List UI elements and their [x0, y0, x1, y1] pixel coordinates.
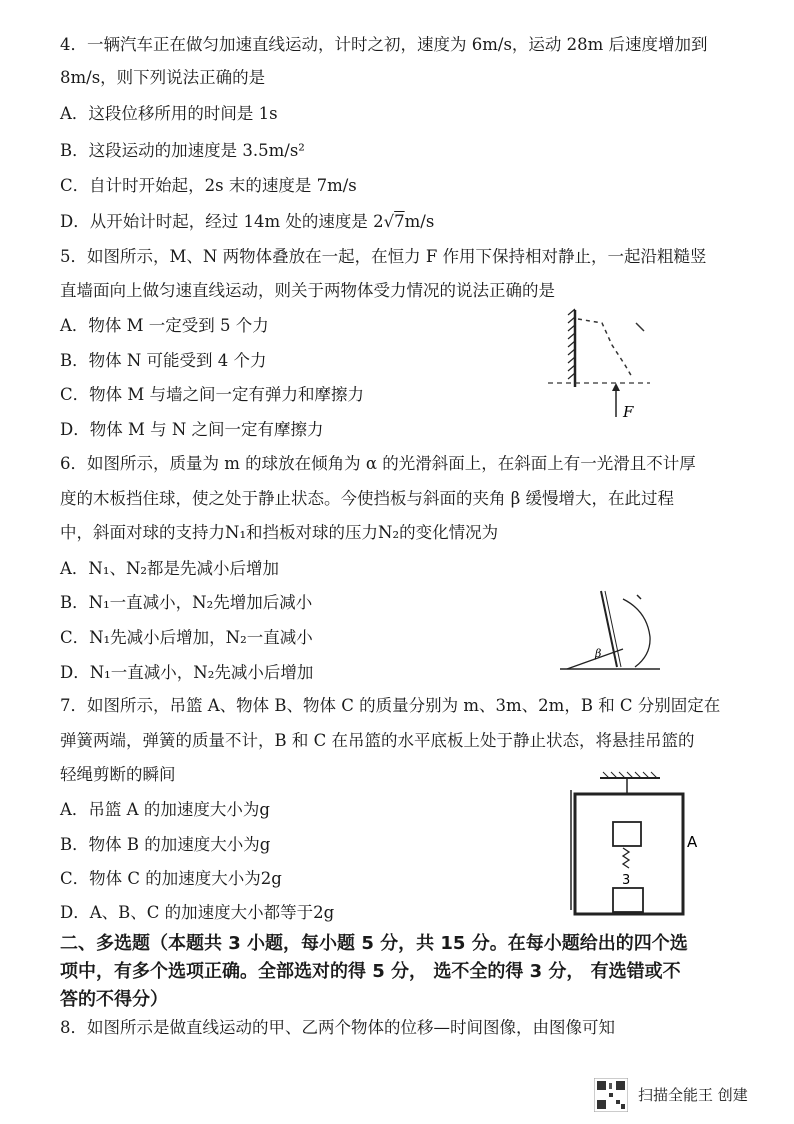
q7-stem-line-3: 轻绳剪断的瞬间 — [60, 765, 176, 784]
q7-basket-label: A — [687, 833, 698, 851]
q6-option-d: D．N₁一直减小，N₂先减小后增加 — [60, 663, 314, 682]
q5-stem-line-2: 直墙面向上做匀速直线运动，则关于两物体受力情况的说法正确的是 — [60, 281, 555, 300]
sqrt-icon: √ — [383, 212, 395, 231]
q6-option-b: B．N₁一直减小，N₂先增加后减小 — [60, 593, 313, 612]
q6-beta-label: β — [595, 647, 602, 660]
q6-stem-line-2: 度的木板挡住球，使之处于静止状态。今使挡板与斜面的夹角 β 缓慢增大，在此过程 — [60, 489, 675, 508]
q4-option-d-radicand: 7 — [394, 212, 405, 231]
q7-stem-line-1: 7．如图所示，吊篮 A、物体 B、物体 C 的质量分别为 m、3m、2m，B 和 C 分别固定在 — [60, 696, 721, 715]
q7-basket-figure — [565, 770, 705, 920]
section2-heading-line-2: 项中，有多个选项正确。全部选对的得 5 分， 选不全的得 3 分， 有选错或不 — [60, 961, 681, 982]
q5-option-d: D．物体 M 与 N 之间一定有摩擦力 — [60, 420, 324, 439]
q6-stem-line-1: 6．如图所示，质量为 m 的球放在倾角为 α 的光滑斜面上，在斜面上有一光滑且不计厚 — [60, 454, 696, 473]
q7-stem-line-2: 弹簧两端，弹簧的质量不计，B 和 C 在吊篮的水平底板上处于静止状态，将悬挂吊篮的 — [60, 731, 695, 750]
q4-option-d-prefix: D．从开始计时起，经过 14m 处的速度是 2 — [60, 212, 384, 231]
q5-option-c: C．物体 M 与墙之间一定有弹力和摩擦力 — [60, 385, 365, 404]
q7-option-d: D．A、B、C 的加速度大小都等于2g — [60, 903, 335, 922]
q4-option-c: C．自计时开始起，2s 末的速度是 7m/s — [60, 176, 357, 195]
scanner-brand-text: 扫描全能王 创建 — [638, 1086, 748, 1104]
q5-option-a: A．物体 M 一定受到 5 个力 — [60, 316, 269, 335]
q4-option-a: A．这段位移所用的时间是 1s — [60, 104, 278, 123]
q8-stem-line-1: 8．如图所示是做直线运动的甲、乙两个物体的位移—时间图像，由图像可知 — [60, 1018, 615, 1037]
q4-option-d — [60, 210, 434, 234]
q5-force-label: F — [623, 403, 634, 421]
q7-option-a: A．吊篮 A 的加速度大小为g — [60, 800, 270, 819]
q5-stem-line-1: 5．如图所示，M、N 两物体叠放在一起，在恒力 F 作用下保持相对静止，一起沿粗糙竖 — [60, 247, 707, 266]
q4-option-d-unit: m/s — [404, 212, 435, 231]
qr-code-icon — [594, 1078, 628, 1112]
q4-stem-line-2: 8m/s，则下列说法正确的是 — [60, 68, 266, 87]
q5-wall-figure — [540, 305, 670, 425]
q4-stem-line-1: 4．一辆汽车正在做匀加速直线运动，计时之初，速度为 6m/s，运动 28m 后速度增加到 — [60, 35, 708, 54]
q7-spring-label: 3 — [622, 873, 631, 888]
scanner-watermark — [594, 1078, 774, 1112]
q6-stem-line-3: 中，斜面对球的支持力N₁和挡板对球的压力N₂的变化情况为 — [60, 523, 499, 542]
q6-incline-figure — [555, 585, 665, 675]
q6-option-a: A．N₁、N₂都是先减小后增加 — [60, 559, 280, 578]
q5-option-b: B．物体 N 可能受到 4 个力 — [60, 351, 267, 370]
section2-heading-line-3: 答的不得分） — [60, 989, 168, 1010]
q4-option-b: B．这段运动的加速度是 3.5m/s² — [60, 141, 305, 160]
q7-option-c: C．物体 C 的加速度大小为2g — [60, 869, 282, 888]
q6-option-c: C．N₁先减小后增加，N₂一直减小 — [60, 628, 313, 647]
section2-heading-line-1: 二、多选题（本题共 3 小题，每小题 5 分，共 15 分。在每小题给出的四个选 — [60, 933, 688, 954]
q7-option-b: B．物体 B 的加速度大小为g — [60, 835, 271, 854]
